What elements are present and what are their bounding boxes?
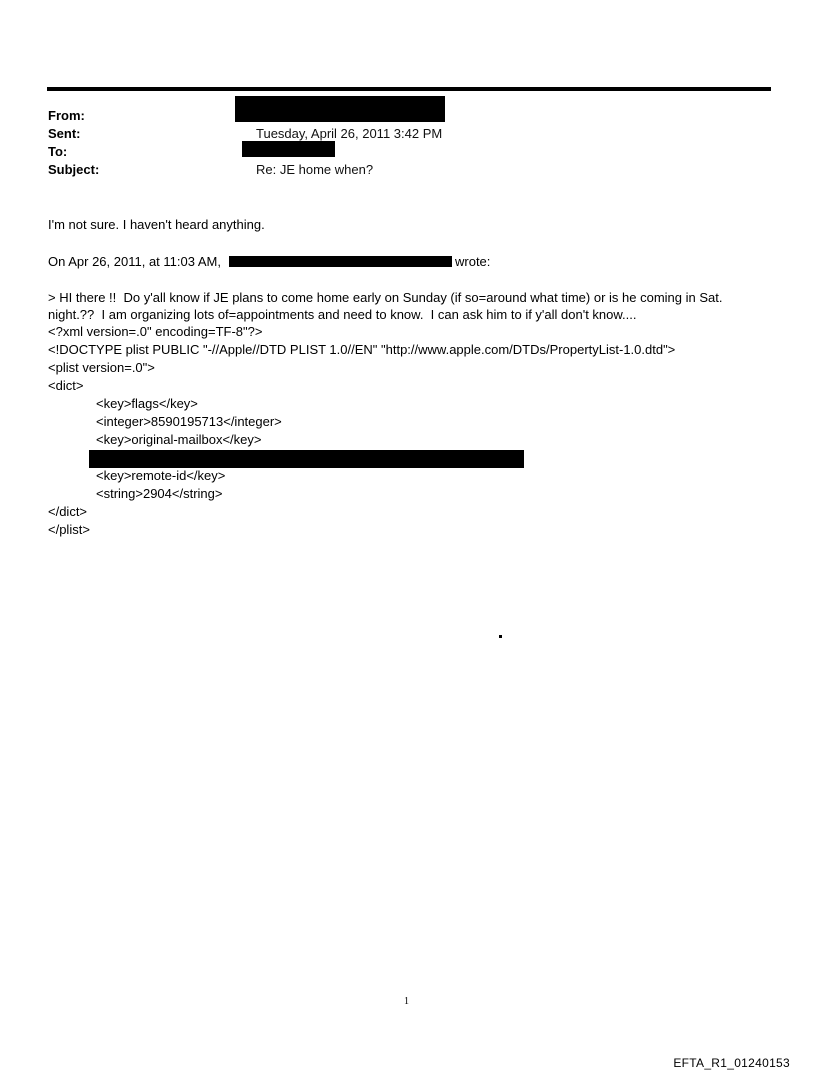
- dict-open: <dict>: [48, 378, 84, 393]
- sent-label: Sent:: [48, 126, 81, 141]
- reply-text: I'm not sure. I haven't heard anything.: [48, 217, 265, 232]
- redaction-mailbox: [89, 450, 524, 468]
- key-remote-id: <key>remote-id</key>: [96, 468, 226, 483]
- subject-label: Subject:: [48, 162, 100, 177]
- stray-dot: [499, 635, 502, 638]
- quoted-line-2: night.?? I am organizing lots of=appointments and need to know. I can ask him to if y'all don't know....: [48, 307, 637, 322]
- sent-value: Tuesday, April 26, 2011 3:42 PM: [256, 126, 443, 141]
- subject-row: [48, 161, 768, 179]
- xml-declaration: <?xml version=.0" encoding=TF-8"?>: [48, 324, 263, 339]
- dict-close: </dict>: [48, 504, 88, 519]
- page-number: 1: [404, 996, 409, 1007]
- plist-open: <plist version=.0">: [48, 360, 155, 375]
- redaction-sender: [229, 256, 452, 267]
- redaction-to: [242, 141, 335, 157]
- redaction-from: [235, 96, 445, 122]
- integer-flags: <integer>8590195713</integer>: [96, 414, 282, 429]
- bates-number: EFTA_R1_01240153: [673, 1056, 790, 1070]
- header-divider: [47, 87, 771, 91]
- sent-row: [48, 125, 768, 143]
- quoted-line-1: > HI there !! Do y'all know if JE plans to come home early on Sunday (if so=around what time) or is he coming in Sat.: [48, 290, 723, 305]
- to-label: To:: [48, 144, 68, 159]
- string-remote-id: <string>2904</string>: [96, 486, 223, 501]
- from-label: From:: [48, 108, 85, 123]
- quote-intro-suffix: wrote:: [455, 254, 491, 269]
- plist-close: </plist>: [48, 522, 90, 537]
- key-original-mailbox: <key>original-mailbox</key>: [96, 432, 262, 447]
- doctype-line: <!DOCTYPE plist PUBLIC "-//Apple//DTD PLIST 1.0//EN" "http://www.apple.com/DTDs/PropertyList-1.0.dtd">: [48, 342, 676, 357]
- key-flags: <key>flags</key>: [96, 396, 198, 411]
- to-row: [48, 143, 768, 161]
- quote-intro-prefix: On Apr 26, 2011, at 11:03 AM,: [48, 254, 221, 269]
- subject-value: Re: JE home when?: [256, 162, 374, 177]
